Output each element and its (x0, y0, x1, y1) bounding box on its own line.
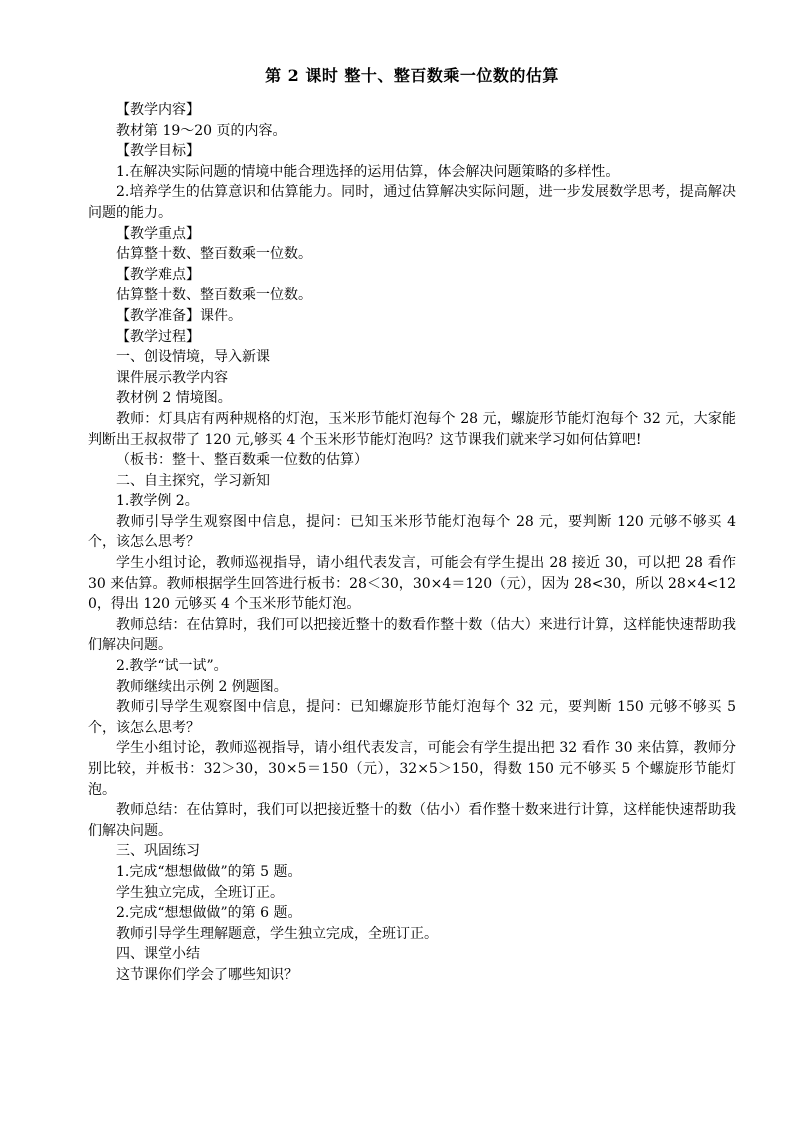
paragraph: 教师总结：在估算时，我们可以把接近整十的数（估小）看作整十数来进行计算，这样能快速帮助我们解决问题。 (88, 802, 736, 839)
step-heading-3: 三、巩固练习 (116, 843, 200, 860)
step-heading-1: 一、创设情境，导入新课 (116, 349, 270, 366)
key-points-text: 估算整十数、整百数乘一位数。 (116, 246, 312, 263)
content-text: 教材第 19～20 页的内容。 (116, 122, 287, 139)
paragraph: 教师继续出示例 2 例题图。 (116, 678, 288, 695)
section-heading-key-points: 【教学重点】 (116, 225, 200, 242)
paragraph: 教材例 2 情境图。 (116, 390, 232, 407)
paragraph: 教师引导学生观察图中信息，提问：已知玉米形节能灯泡每个 28 元，要判断 120 元够不够买 4 个，该怎么思考？ (88, 513, 736, 551)
document-page (88, 64, 736, 986)
paragraph: 学生小组讨论，教师巡视指导，请小组代表发言，可能会有学生提出把 32 看作 30 来估算，教师分别比较，并板书：32＞30，30×5＝150（元），32×5＞150，得数 150 元不够买 5 个螺旋形节能灯泡。 (88, 740, 736, 798)
step-heading-4: 四、课堂小结 (116, 946, 200, 963)
board-note: （板书：整十、整百数乘一位数的估算） (116, 452, 368, 469)
paragraph: 1.完成“想想做做”的第 5 题。 (116, 863, 302, 880)
step-heading-2: 二、自主探究，学习新知 (116, 472, 270, 489)
paragraph: 教师引导学生观察图中信息，提问：已知螺旋形节能灯泡每个 32 元，要判断 150 元够不够买 5 个，该怎么思考？ (88, 699, 736, 736)
page-title: 第 2 课时 整十、整百数乘一位数的估算 (265, 66, 559, 85)
paragraph: 2.完成“想想做做”的第 6 题。 (116, 905, 302, 922)
objective-1: 1.在解决实际问题的情境中能合理选择的运用估算，体会解决问题策略的多样性。 (116, 163, 620, 180)
paragraph: 1.教学例 2。 (116, 493, 199, 510)
objective-2: 2.培养学生的估算意识和估算能力。同时，通过估算解决实际问题，进一步发展数学思考，提高解决问题的能力。 (88, 184, 736, 221)
paragraph: 课件展示教学内容 (116, 369, 228, 386)
section-heading-preparation: 【教学准备】课件。 (116, 307, 242, 324)
paragraph: 教师总结：在估算时，我们可以把接近整十的数看作整十数（估大）来进行计算，这样能快速帮助我们解决问题。 (88, 616, 736, 654)
paragraph: 2.教学“试一试”。 (116, 658, 228, 675)
paragraph: 学生独立完成，全班订正。 (116, 884, 284, 901)
paragraph: 学生小组讨论，教师巡视指导，请小组代表发言，可能会有学生提出 28 接近 30，可以把 28 看作 30 来估算。教师根据学生回答进行板书：28＜30，30×4＝120（元），因为 28<30，所以 28×4<120，得出 120 元够买 4 个玉米形节能灯泡。 (88, 555, 736, 613)
section-heading-objectives: 【教学目标】 (116, 143, 200, 160)
paragraph: 教师：灯具店有两种规格的灯泡，玉米形节能灯泡每个 28 元，螺旋形节能灯泡每个 32 元，大家能判断出王叔叔带了 120 元,够买 4 个玉米形节能灯泡吗？这节课我们就来学习如何估算吧! (88, 410, 736, 448)
section-heading-difficulties: 【教学难点】 (116, 266, 200, 283)
section-heading-process: 【教学过程】 (116, 328, 200, 345)
difficulties-text: 估算整十数、整百数乘一位数。 (116, 287, 312, 304)
paragraph: 教师引导学生理解题意，学生独立完成，全班订正。 (116, 925, 438, 942)
document-body (88, 100, 736, 986)
paragraph: 这节课你们学会了哪些知识？ (116, 966, 298, 983)
section-heading-content: 【教学内容】 (116, 102, 200, 118)
